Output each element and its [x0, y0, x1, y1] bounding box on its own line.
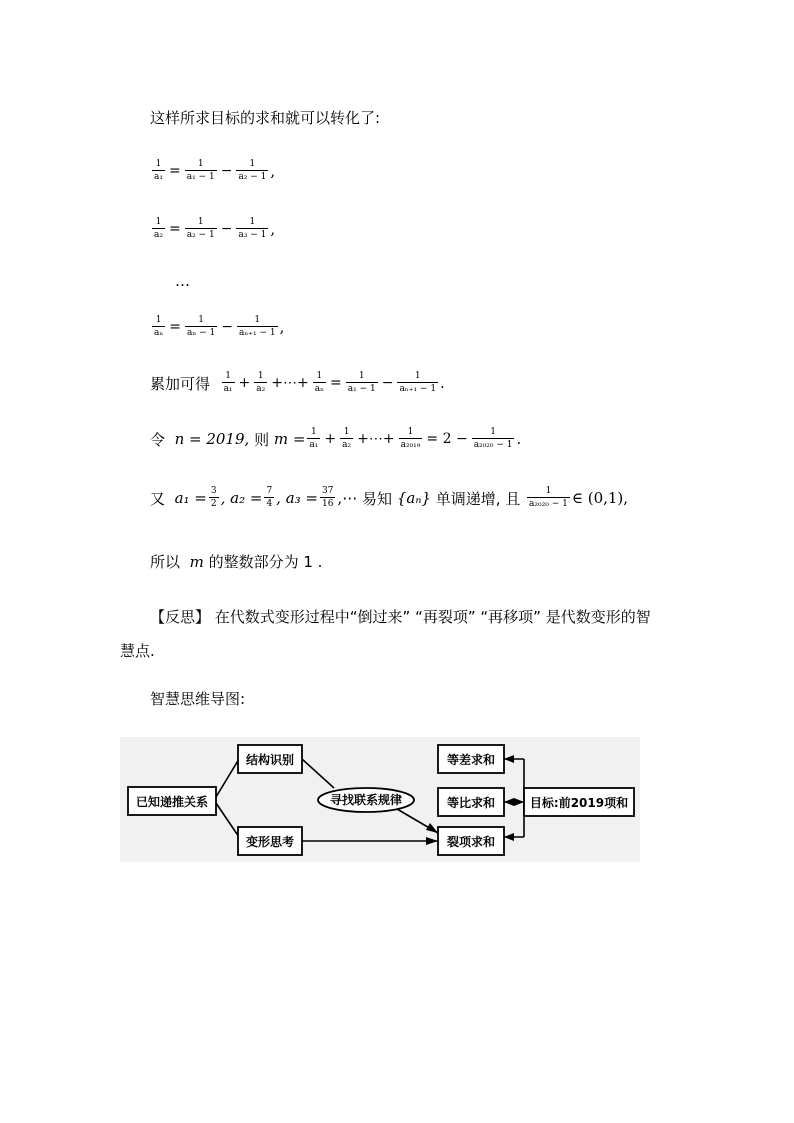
intro-text: 这样所求目标的求和就可以转化了: [150, 109, 381, 127]
structure-label: 结构识别 [245, 753, 295, 767]
also-line: 又 a₁ = $\frac{3}{2}$ , a₂ = $\frac{7}{4}$ , a₃ = $\frac{37}{16}$ ,⋯ 易知 {aₙ} 单调递增, 且 $\frac{1}{\text{a₂₀₂₀ − 1}}$ ∈ (0,1), [150, 486, 629, 509]
equation-1: $\frac{1}{\text{a₁}}$ = $\frac{1}{\text{a₁ − 1}}$ − $\frac{1}{\text{a₂ − 1}}$ , [154, 159, 276, 182]
conclusion-line: 所以 m 的整数部分为 1 . [150, 552, 323, 571]
ellipsis: … [175, 272, 190, 290]
reflection-line-2: 慧点. [120, 642, 155, 660]
m-line: 令 n = 2019, 则 m = $\frac{1}{\text{a₁}}$ + $\frac{1}{\text{a₂}}$ +⋯+ $\frac{1}{\text{a₂₀₁₉}}$ = 2 − $\frac{1}{\text{a₂₀₂₀ − 1}}$ . [150, 427, 522, 450]
find-label: 寻找联系规律 [329, 793, 403, 807]
sum-line: 累加可得 $\frac{1}{\text{a₁}}$ + $\frac{1}{\text{a₂}}$ +⋯+ $\frac{1}{\text{aₙ}}$ = $\frac{1}{\text{a₁ − 1}}$ − $\frac{1}{\text{aₙ₊₁ − 1}}$ . [150, 371, 445, 394]
goal-label: 目标:前2019项和 [529, 796, 629, 810]
mind-map-diagram [120, 737, 640, 862]
geom-label: 等比求和 [446, 796, 496, 810]
known-label: 已知递推关系 [135, 795, 209, 809]
reflection-line-1: 【反思】 在代数式变形过程中“倒过来” “再裂项” “再移项” 是代数变形的智 [150, 608, 651, 626]
arith-label: 等差求和 [446, 753, 496, 767]
mindmap-title: 智慧思维导图: [150, 690, 246, 708]
equation-n: $\frac{1}{\text{aₙ}}$ = $\frac{1}{\text{aₙ − 1}}$ − $\frac{1}{\text{aₙ₊₁ − 1}}$ , [154, 315, 285, 338]
equation-2: $\frac{1}{\text{a₂}}$ = $\frac{1}{\text{a₂ − 1}}$ − $\frac{1}{\text{a₃ − 1}}$ , [154, 217, 276, 240]
transform-label: 变形思考 [245, 835, 295, 849]
split-label: 裂项求和 [446, 835, 496, 849]
